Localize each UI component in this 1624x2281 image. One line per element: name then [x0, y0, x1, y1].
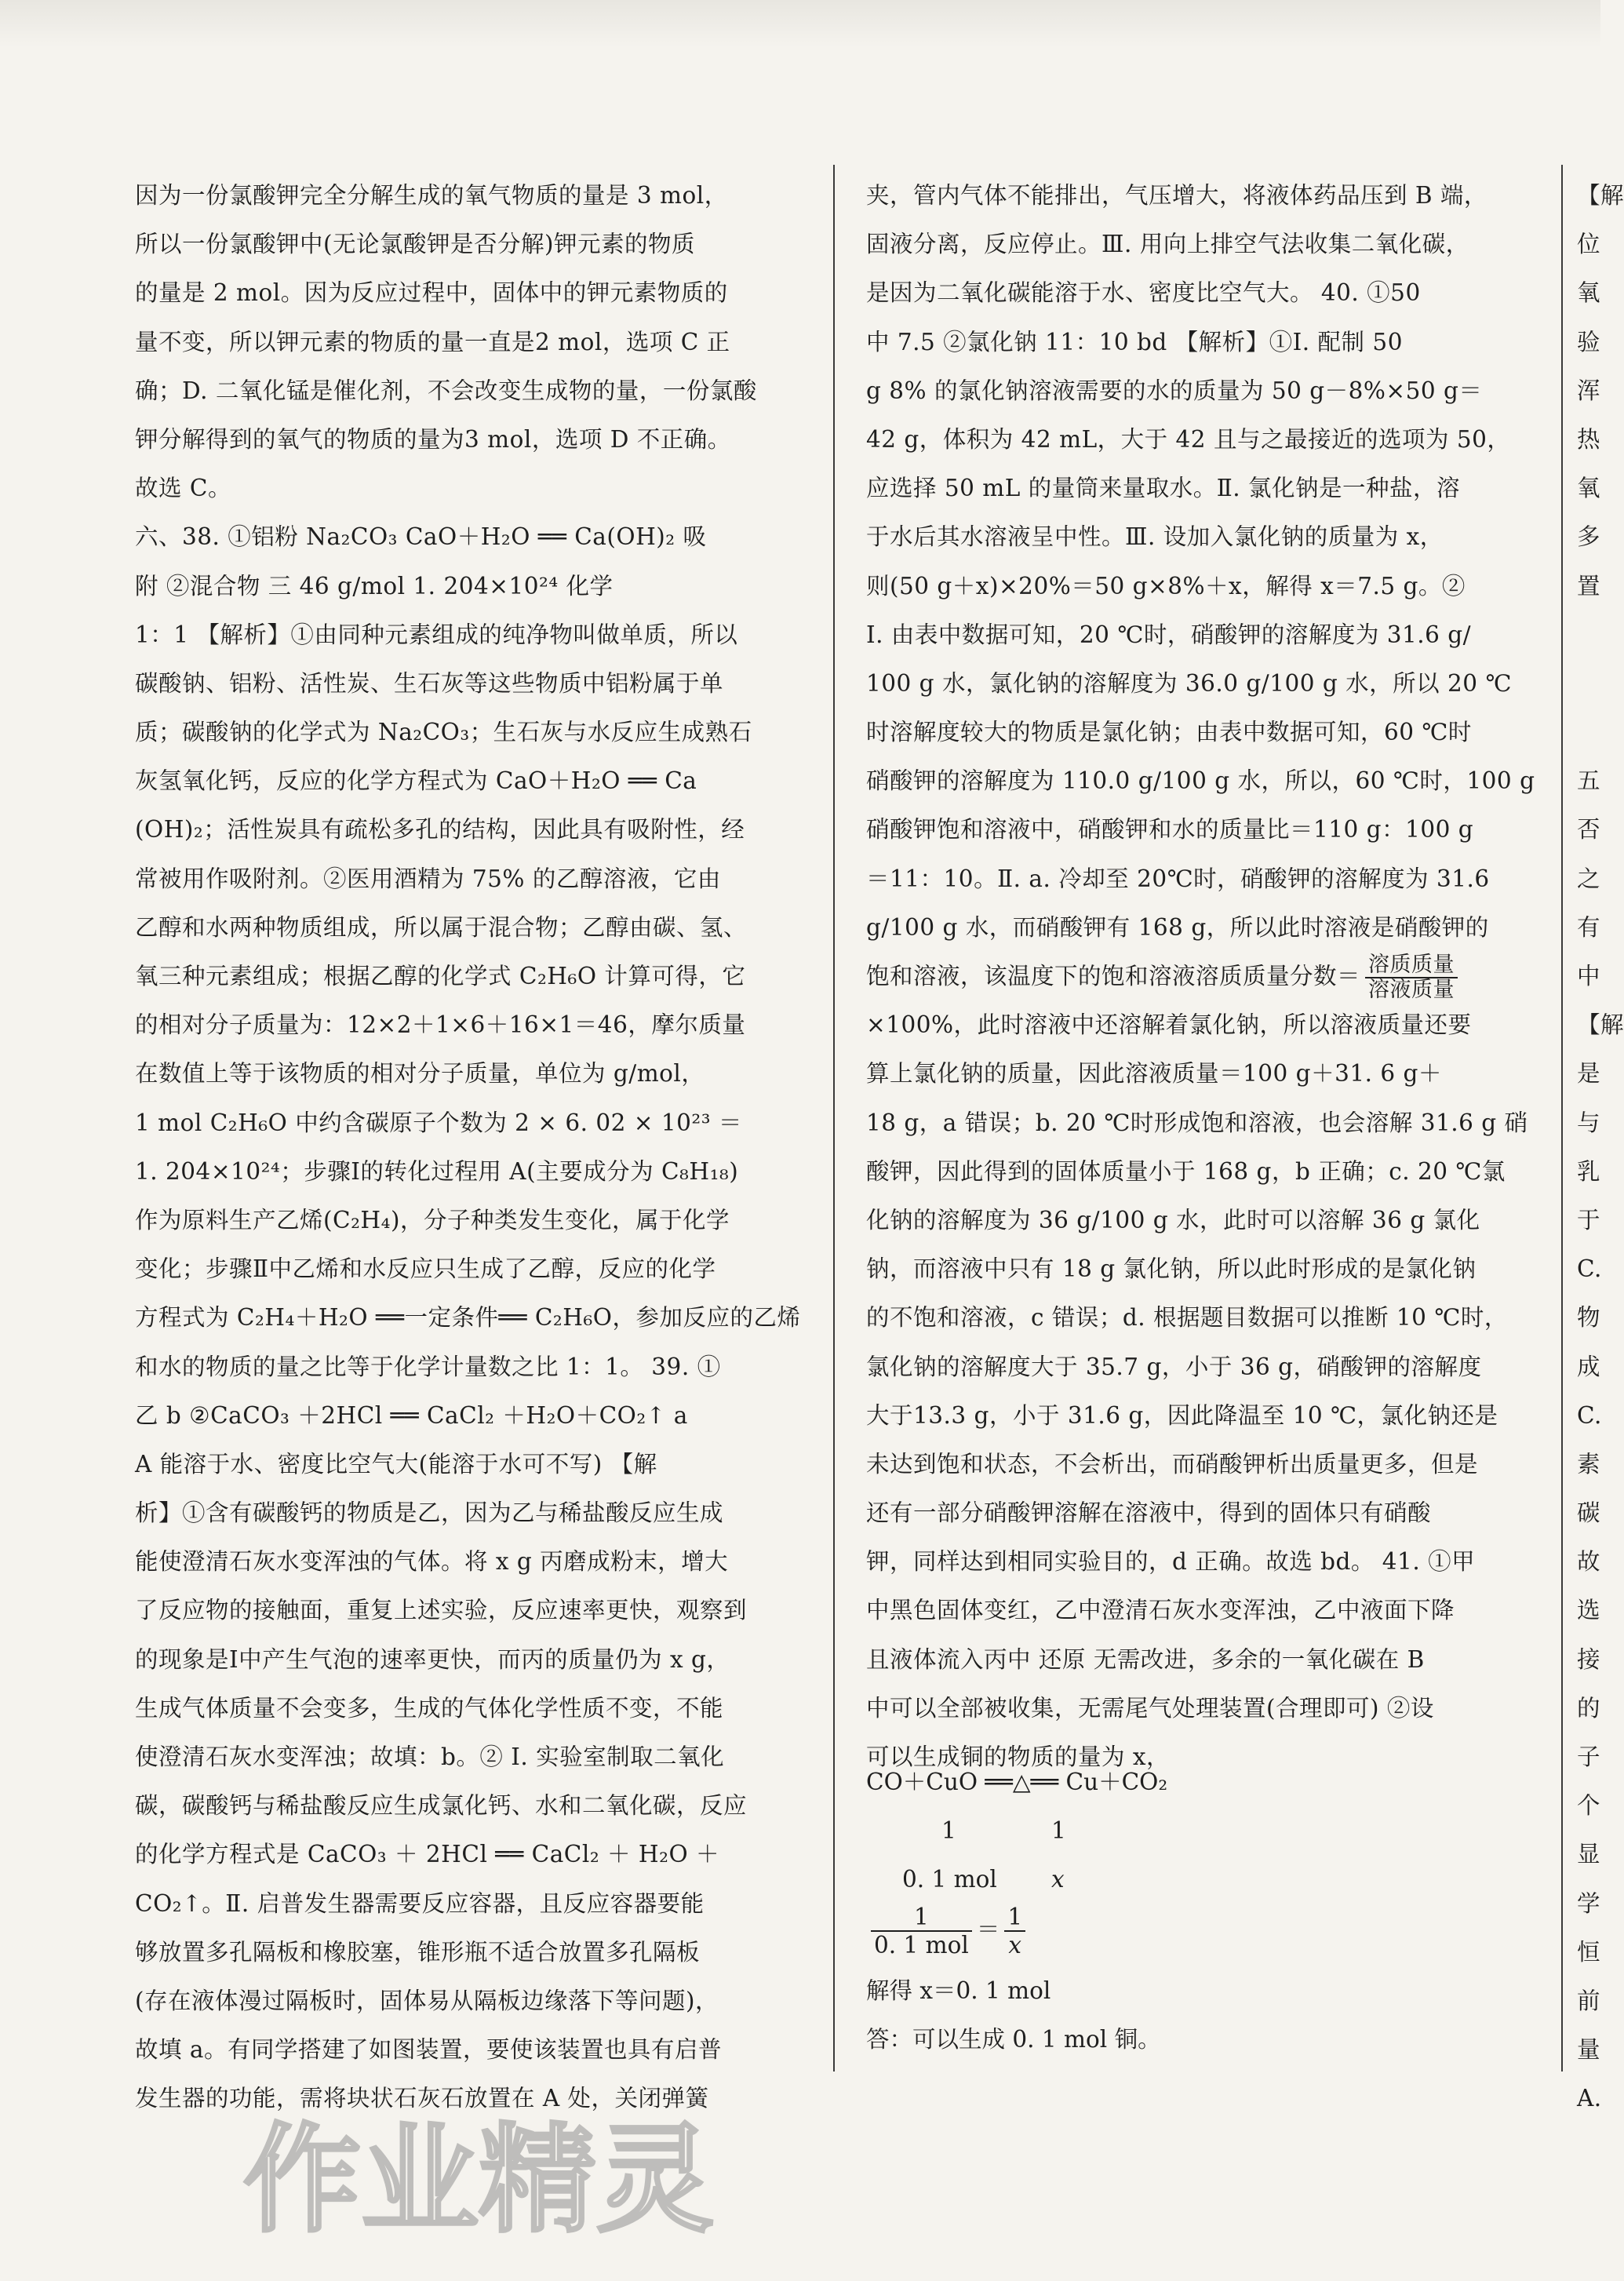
left-column-line: 的化学方程式是 CaCO₃ ＋ 2HCl ══ CaCl₂ ＋ H₂O ＋ [135, 1841, 720, 1868]
middle-column-line: 中 7.5 ②氯化钠 11：10 bd 【解析】①Ⅰ. 配制 50 [866, 328, 1403, 355]
right-fragment-line: 有 [1577, 913, 1601, 941]
middle-column-line: 42 g，体积为 42 mL，大于 42 且与之最接近的选项为 50， [866, 425, 1511, 453]
middle-column-line: g 8% 的氯化钠溶液需要的水的质量为 50 g－8%×50 g＝ [866, 377, 1483, 404]
left-column-line: 常被用作吸附剂。②医用酒精为 75% 的乙醇溶液，它由 [135, 865, 721, 892]
right-fragment-line: 五 [1577, 767, 1601, 795]
middle-column-line [866, 952, 1535, 1000]
left-column-line: 1. 204×10²⁴；步骤Ⅰ的转化过程用 A(主要成分为 C₈H₁₈) [135, 1157, 739, 1185]
left-column-line: 乙 b ②CaCO₃ ＋2HCl ══ CaCl₂ ＋H₂O＋CO₂↑ a [135, 1401, 688, 1429]
left-column-line: 生成气体质量不会变多，生成的气体化学性质不变，不能 [135, 1694, 724, 1722]
right-fragment-line: 多 [1577, 523, 1601, 551]
middle-column [866, 171, 1535, 1781]
right-fragment-line [1577, 708, 1608, 756]
middle-column-line: 夹，管内气体不能排出，气压增大，将液体药品压到 B 端， [866, 182, 1487, 209]
left-column-line: 故选 C。 [135, 475, 231, 502]
middle-column-line: 还有一部分硝酸钾溶解在溶液中，得到的固体只有硝酸 [866, 1499, 1432, 1527]
middle-column-line: 时溶解度较大的物质是氯化钠；由表中数据可知，60 ℃时 [866, 719, 1472, 746]
right-fragment-line: 乳 [1577, 1157, 1601, 1185]
line-text: 饱和溶液，该温度下的饱和溶液溶质质量分数＝ [866, 963, 1361, 989]
left-column-line: (存在液体漫过隔板时，固体易从隔板边缘落下等问题)， [135, 1987, 719, 2014]
right-fragment-line: 【解 [1577, 182, 1624, 209]
middle-column-line: 酸钾，因此得到的固体质量小于 168 g，b 正确；c. 20 ℃氯 [866, 1157, 1506, 1185]
middle-column-line: 大于13.3 g，小于 31.6 g，因此降温至 10 ℃，氯化钠还是 [866, 1401, 1498, 1429]
left-column-line: 钾分解得到的氧气的物质的量为3 mol，选项 D 不正确。 [135, 425, 731, 453]
ratio-right: $\frac{1}{x}$ [1004, 1904, 1025, 1959]
middle-column-line: 固液分离，反应停止。Ⅲ. 用向上排空气法收集二氧化碳， [866, 231, 1469, 258]
right-fragment-line: A. [1577, 2085, 1602, 2112]
right-fragment-line: 成 [1577, 1353, 1601, 1380]
left-column-line: 和水的物质的量之比等于化学计量数之比 1：1。 39. ① [135, 1353, 721, 1380]
middle-column-line: ×100%，此时溶液中还溶解着氯化钠，所以溶液质量还要 [866, 1011, 1472, 1039]
middle-column-line: 算上氯化钠的质量，因此溶液质量＝100 g＋31. 6 g＋ [866, 1060, 1442, 1088]
left-column-line: 因为一份氯酸钾完全分解生成的氧气物质的量是 3 mol， [135, 182, 728, 209]
right-fragment-line: 恒 [1577, 1938, 1601, 1966]
middle-column-line: 则(50 g＋x)×20%＝50 g×8%＋x，解得 x＝7.5 g。② [866, 572, 1466, 599]
right-fragment-line: C. [1577, 1401, 1602, 1429]
left-column-line: 确；D. 二氧化锰是催化剂，不会改变生成物的量，一份氯酸 [135, 377, 757, 404]
middle-column-line: g/100 g 水，而硝酸钾有 168 g，所以此时溶液是硝酸钾的 [866, 913, 1489, 941]
watermark-text: 作业精灵 [243, 2112, 715, 2249]
left-column-line: 作为原料生产乙烯(C₂H₄)，分子种类发生变化，属于化学 [135, 1206, 730, 1233]
left-column-line: 使澄清石灰水变浑浊；故填：b。② Ⅰ. 实验室制取二氧化 [135, 1744, 725, 1770]
right-fragment-line: 【解 [1577, 1011, 1624, 1039]
right-fragment-line: 故 [1577, 1548, 1601, 1576]
left-column-line: 故填 a。有同学搭建了如图装置，要使该装置也具有启普 [135, 2036, 722, 2064]
left-column-line: 能使澄清石灰水变浑浊的气体。将 x g 丙磨成粉末，增大 [135, 1548, 729, 1576]
middle-column-line: 应选择 50 mL 的量筒来量取水。Ⅱ. 氯化钠是一种盐，溶 [866, 475, 1461, 502]
left-column-line: 乙醇和水两种物质组成，所以属于混合物；乙醇由碳、氢、 [135, 913, 748, 941]
column-divider [833, 165, 835, 2071]
middle-column-line: Ⅰ. 由表中数据可知，20 ℃时，硝酸钾的溶解度为 31.6 g/ [866, 621, 1472, 648]
right-fragment-line: 位 [1577, 231, 1601, 258]
right-fragment-line: 碳 [1577, 1499, 1601, 1527]
coef-left: 1 [941, 1817, 956, 1844]
equation-block [866, 1758, 1167, 2064]
middle-column-line: 钾，同样达到相同实验目的，d 正确。故选 bd。 41. ①甲 [866, 1548, 1476, 1576]
middle-column-line: 硝酸钾饱和溶液中，硝酸钾和水的质量比＝110 g：100 g [866, 816, 1474, 844]
left-column-line: 方程式为 C₂H₄＋H₂O ══一定条件══ C₂H₆O，参加反应的乙烯 [135, 1304, 801, 1332]
right-fragment-line: 接 [1577, 1645, 1601, 1673]
answer-line: 答：可以生成 0. 1 mol 铜。 [866, 2026, 1161, 2053]
left-column-line: A 能溶于水、密度比空气大(能溶于水可不写) 【解 [135, 1450, 657, 1478]
left-column-line: 附 ②混合物 三 46 g/mol 1. 204×10²⁴ 化学 [135, 572, 614, 599]
right-fragment-line: 选 [1577, 1597, 1601, 1624]
right-fragment-line [1577, 610, 1608, 659]
ratio-line: $\frac{1}{\text{0. 1 mol}}$ ＝ $\frac{1}{x}$ [866, 1904, 1167, 1966]
fraction-numerator: 溶质质量 [1365, 953, 1458, 978]
right-fragment-line: 前 [1577, 1987, 1601, 2014]
right-fragment-line: 否 [1577, 816, 1601, 844]
middle-column-line: 化钠的溶解度为 36 g/100 g 水，此时可以溶解 36 g 氯化 [866, 1206, 1480, 1233]
left-column-line: 六、38. ①铝粉 Na₂CO₃ CaO＋H₂O ══ Ca(OH)₂ 吸 [135, 523, 707, 551]
column-divider-right [1561, 165, 1563, 2071]
left-column-line: 所以一份氯酸钾中(无论氯酸钾是否分解)钾元素的物质 [135, 231, 696, 258]
right-fragment-line: C. [1577, 1255, 1602, 1283]
solve-line: 解得 x＝0. 1 mol [866, 1977, 1051, 2004]
right-fragment-line [1577, 659, 1608, 708]
right-fragment-line: 中 [1577, 963, 1601, 989]
left-column-line: CO₂↑。Ⅱ. 启普发生器需要反应容器，且反应容器要能 [135, 1889, 705, 1917]
right-fragment-line: 于 [1577, 1206, 1601, 1233]
middle-column-line: 硝酸钾的溶解度为 110.0 g/100 g 水，所以，60 ℃时，100 g [866, 767, 1535, 795]
amount-right: x [1051, 1866, 1065, 1893]
fraction-denominator: 溶液质量 [1368, 978, 1455, 1002]
left-column-line: 质；碳酸钠的化学式为 Na₂CO₃；生石灰与水反应生成熟石 [135, 719, 752, 746]
right-fragment-line: 子 [1577, 1744, 1601, 1770]
middle-column-line: 且液体流入丙中 还原 无需改进，多余的一氧化碳在 B [866, 1645, 1425, 1673]
right-fragment-line: 学 [1577, 1889, 1601, 1917]
watermark-logo [235, 2087, 715, 2260]
left-column-line: 的量是 2 mol。因为反应过程中，固体中的钾元素物质的 [135, 279, 728, 307]
right-fragment-line: 显 [1577, 1841, 1601, 1868]
middle-column-line: 氯化钠的溶解度大于 35.7 g，小于 36 g，硝酸钾的溶解度 [866, 1353, 1482, 1380]
reaction-line: CO＋CuO ══△══ Cu＋CO₂ [866, 1769, 1168, 1795]
left-column-line: 析】①含有碳酸钙的物质是乙，因为乙与稀盐酸反应生成 [135, 1499, 724, 1527]
middle-column-line: 的不饱和溶液，c 错误；d. 根据题目数据可以推断 10 ℃时， [866, 1304, 1508, 1332]
left-column-line: 碳酸钠、铝粉、活性炭、生石灰等这些物质中铝粉属于单 [135, 669, 724, 697]
right-fragment-line: 个 [1577, 1792, 1601, 1820]
amount-line [866, 1855, 1167, 1904]
left-column-line: 了反应物的接触面，重复上述实验，反应速率更快，观察到 [135, 1597, 748, 1624]
right-fragment-line: 量 [1577, 2036, 1601, 2064]
left-column-line: 变化；步骤Ⅱ中乙烯和水反应只生成了乙醇，反应的化学 [135, 1255, 716, 1283]
middle-column-line: 中可以全部被收集，无需尾气处理装置(合理即可) ②设 [866, 1694, 1434, 1722]
right-fragment-line: 物 [1577, 1304, 1601, 1332]
right-fragment-line: 热 [1577, 425, 1601, 453]
left-column-line: 氧三种元素组成；根据乙醇的化学式 C₂H₆O 计算可得，它 [135, 963, 746, 989]
left-column-line: 发生器的功能，需将块状石灰石放置在 A 处，关闭弹簧 [135, 2085, 709, 2112]
left-column-line: 的相对分子质量为：12×2＋1×6＋16×1＝46，摩尔质量 [135, 1011, 746, 1039]
right-fragment-line: 之 [1577, 865, 1601, 892]
coefficient-line [866, 1806, 1167, 1855]
right-fragment-line: 氧 [1577, 279, 1601, 307]
right-fragment-line: 验 [1577, 328, 1601, 355]
right-fragment-line: 与 [1577, 1109, 1601, 1136]
left-column-line: 量不变，所以钾元素的物质的量一直是2 mol，选项 C 正 [135, 328, 730, 355]
left-column-line: 在数值上等于该物质的相对分子质量，单位为 g/mol， [135, 1060, 705, 1088]
left-column-line: 1：1 【解析】①由同种元素组成的纯净物叫做单质，所以 [135, 621, 738, 648]
solute-fraction [1365, 953, 1458, 1002]
middle-column-line: 中黑色固体变红，乙中澄清石灰水变浑浊，乙中液面下降 [866, 1597, 1455, 1624]
left-column-line: 灰氢氧化钙，反应的化学方程式为 CaO＋H₂O ══ Ca [135, 767, 697, 795]
right-fragment-line: 的 [1577, 1694, 1601, 1722]
coef-right: 1 [1051, 1817, 1066, 1844]
right-fragment-line: 是 [1577, 1060, 1601, 1088]
scan-edge [0, 0, 1600, 47]
right-fragment-line: 氧 [1577, 475, 1601, 502]
middle-column-line: 于水后其水溶液呈中性。Ⅲ. 设加入氯化钠的质量为 x， [866, 523, 1444, 551]
middle-column-line: ＝11：10。Ⅱ. a. 冷却至 20℃时，硝酸钾的溶解度为 31.6 [866, 865, 1490, 892]
right-column-fragments [1577, 171, 1624, 2123]
left-column [135, 171, 800, 2123]
middle-column-line: 18 g，a 错误；b. 20 ℃时形成饱和溶液，也会溶解 31.6 g 硝 [866, 1109, 1528, 1136]
amount-left: 0. 1 mol [902, 1866, 997, 1893]
right-fragment-line: 浑 [1577, 377, 1601, 404]
left-column-line: 够放置多孔隔板和橡胶塞，锥形瓶不适合放置多孔隔板 [135, 1938, 701, 1966]
ratio-left: $\frac{1}{\text{0. 1 mol}}$ [871, 1904, 972, 1959]
left-column-line: 碳，碳酸钙与稀盐酸反应生成氯化钙、水和二氧化碳，反应 [135, 1792, 748, 1820]
middle-column-line: 可以生成铜的物质的量为 x， [866, 1744, 1171, 1770]
middle-column-line: 是因为二氧化碳能溶于水、密度比空气大。 40. ①50 [866, 279, 1421, 307]
right-fragment-line: 置 [1577, 572, 1601, 599]
left-column-line: 1 mol C₂H₆O 中约含碳原子个数为 2 × 6. 02 × 10²³ ＝ [135, 1109, 742, 1136]
middle-column-line: 100 g 水，氯化钠的溶解度为 36.0 g/100 g 水，所以 20 ℃ [866, 669, 1512, 697]
left-column-line: (OH)₂；活性炭具有疏松多孔的结构，因此具有吸附性，经 [135, 816, 745, 844]
middle-column-line: 钠，而溶液中只有 18 g 氯化钠，所以此时形成的是氯化钠 [866, 1255, 1477, 1283]
right-fragment-line: 素 [1577, 1450, 1601, 1478]
left-column-line: 的现象是Ⅰ中产生气泡的速率更快，而丙的质量仍为 x g， [135, 1645, 730, 1673]
middle-column-line: 未达到饱和状态，不会析出，而硝酸钾析出质量更多，但是 [866, 1450, 1479, 1478]
